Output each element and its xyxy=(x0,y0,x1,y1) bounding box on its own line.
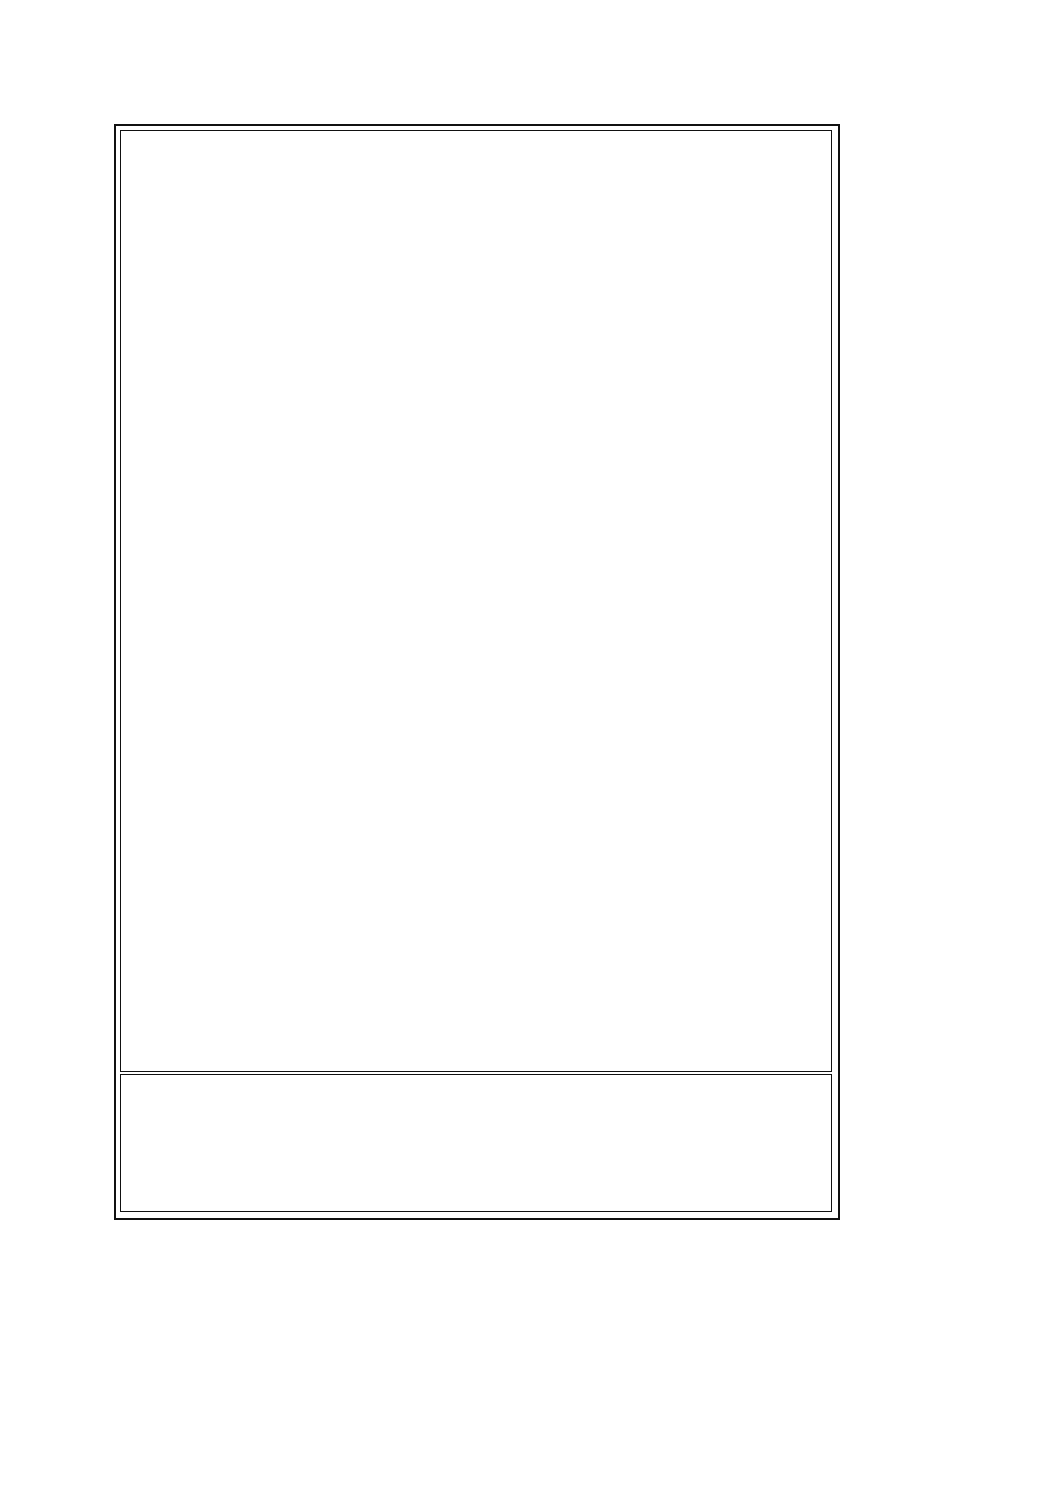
footnote-frame xyxy=(120,1074,832,1212)
bottom-split-line xyxy=(140,1218,916,1246)
page-header xyxy=(100,93,840,123)
inner-frame xyxy=(120,130,832,1072)
